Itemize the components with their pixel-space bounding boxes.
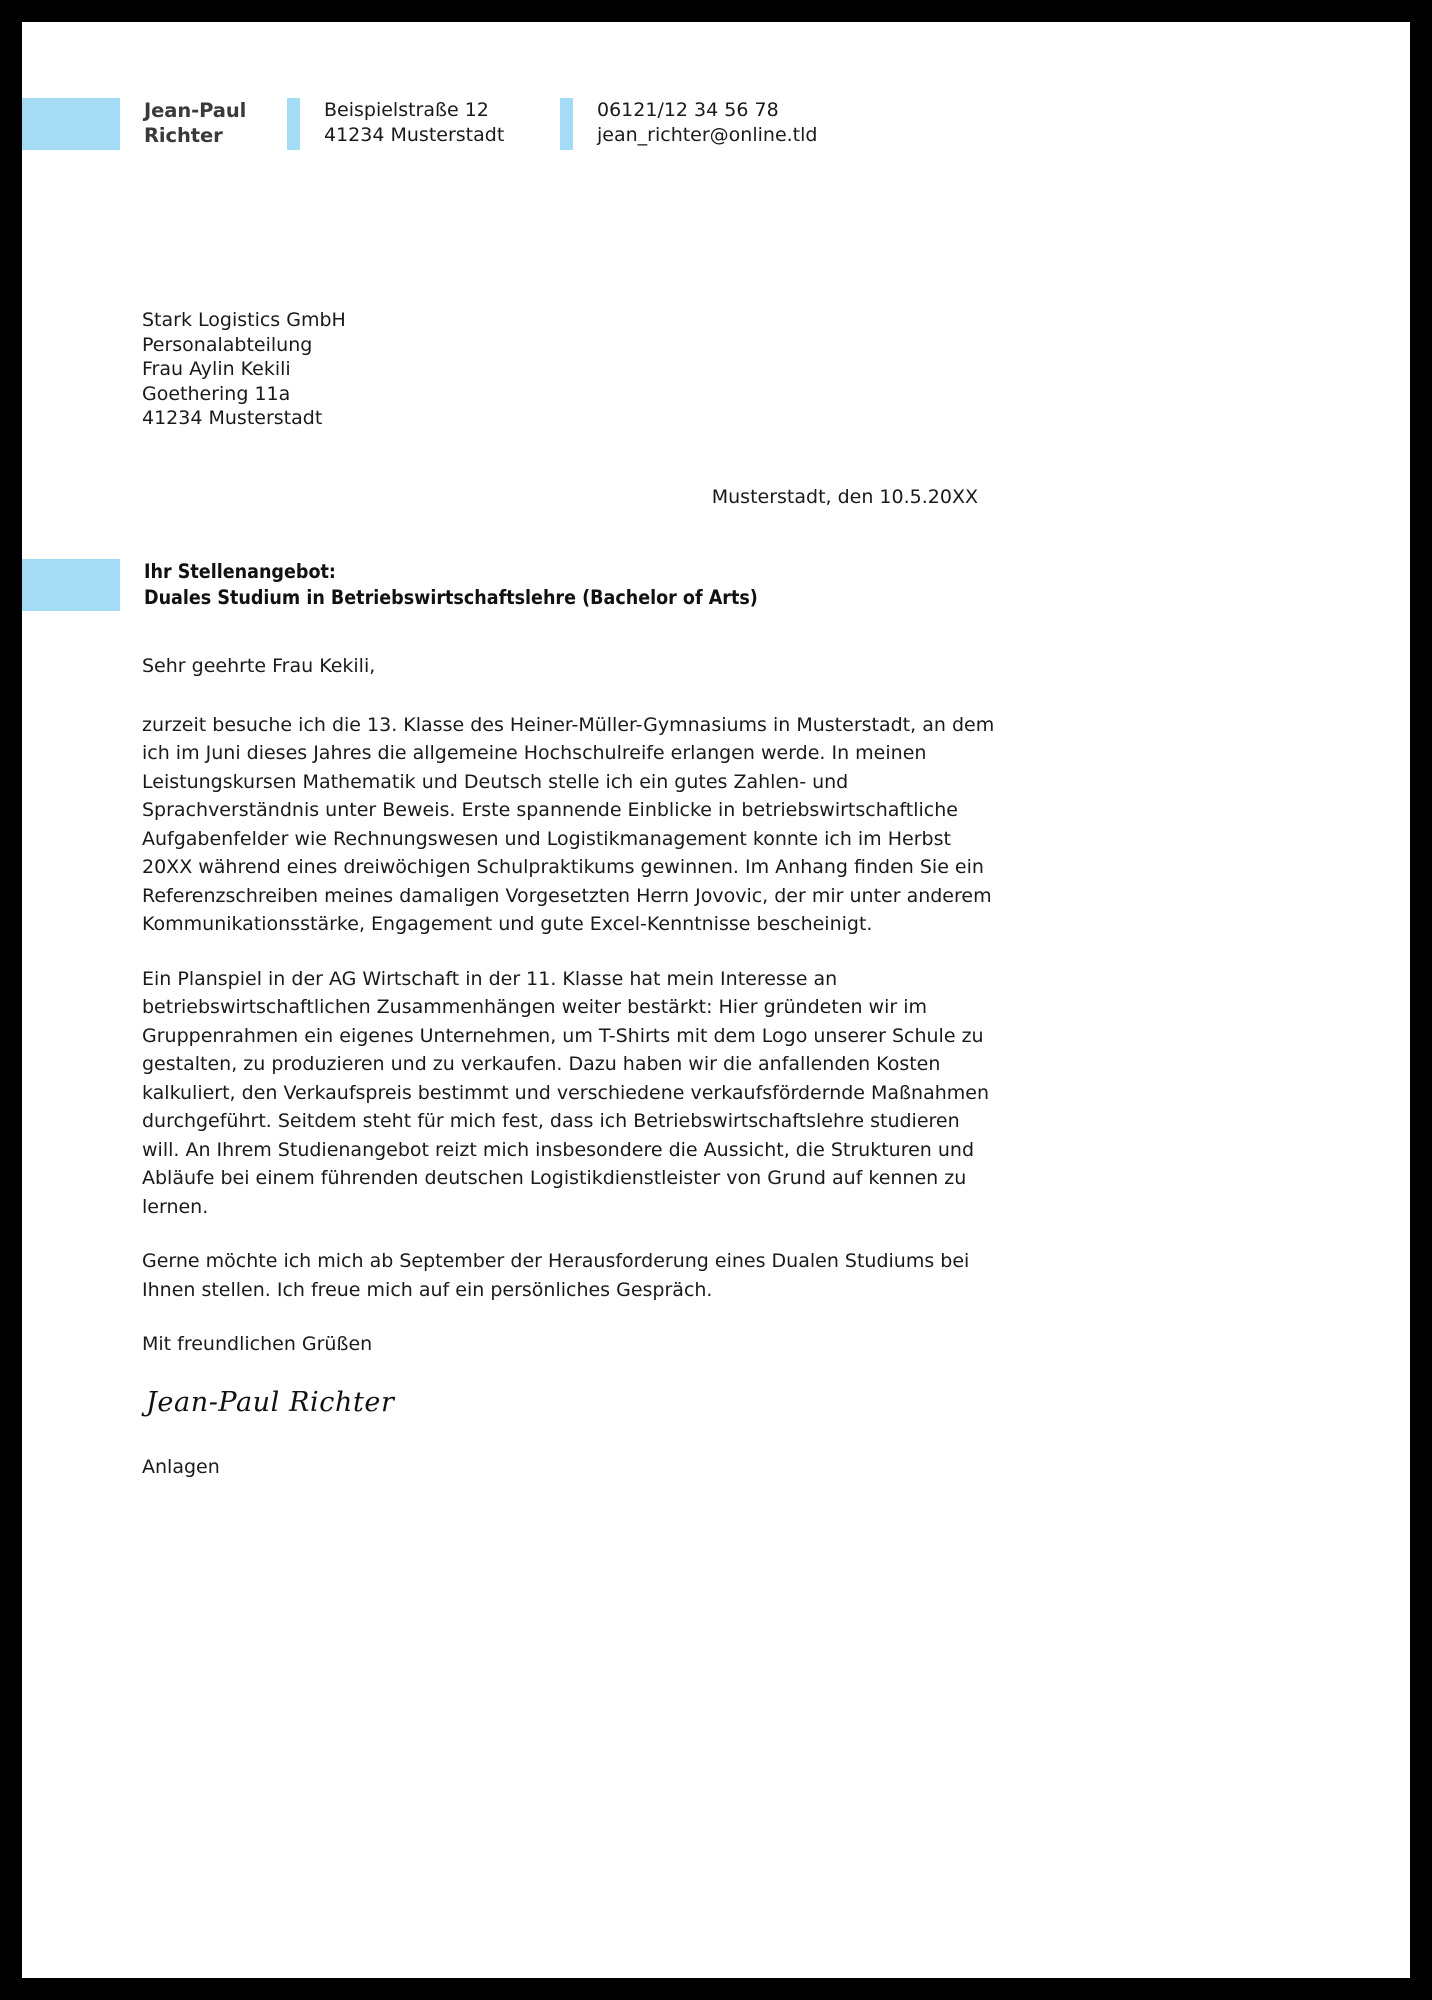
accent-bar-address — [287, 98, 300, 150]
letter-page — [22, 22, 1410, 1978]
body-paragraph-3: Gerne möchte ich mich ab September der Herausforderung eines Dualen Studiums bei Ihnen stellen. Ich freue mich auf ein persönliches Gespräch. — [142, 1250, 970, 1301]
sender-phone: 06121/12 34 56 78 — [597, 99, 779, 121]
sender-street: Beispielstraße 12 — [324, 99, 489, 121]
accent-block-subject — [22, 559, 120, 611]
subject-block — [22, 559, 1022, 611]
sender-name-first: Jean-Paul — [144, 99, 247, 122]
accent-block-letterhead — [22, 98, 120, 150]
sender-name-last: Richter — [144, 124, 223, 147]
recipient-company: Stark Logistics GmbH — [142, 309, 346, 331]
sender-email: jean_richter@online.tld — [597, 124, 818, 146]
body-paragraph-2: Ein Planspiel in der AG Wirtschaft in der 11. Klasse hat mein Interesse an betriebswirtschaftlichen Zusammenhängen weiter bestärkt: Hier gründeten wir im Gruppenrahmen ein eigenes Unternehmen, um T-Shirts mit dem Logo unserer Schule zu gestalten, zu produzieren und zu verkaufen. Dazu haben wir die anfallenden Kosten kalkuliert, den Verkaufspreis bestimmt und verschiedene verkaufsfördernde Maßnahmen durchgeführt. Seitdem steht für mich fest, dass ich Betriebswirtschaftslehre studieren will. An Ihrem Studienangebot reizt mich insbesondere die Aussicht, die Strukturen und Abläufe bei einem führenden deutschen Logistikdienstleister von Grund auf kennen zu lernen. — [142, 967, 989, 1218]
spacer — [120, 559, 144, 611]
recipient-person: Frau Aylin Kekili — [142, 358, 291, 380]
salutation: Sehr geehrte Frau Kekili, — [142, 655, 376, 677]
subject-line-2: Duales Studium in Betriebswirtschaftslehre (Bachelor of Arts) — [144, 586, 758, 609]
sender-name — [144, 98, 287, 150]
sender-contact — [597, 98, 817, 150]
closing-salutation: Mit freundlichen Grüßen — [142, 1333, 373, 1355]
sender-address — [324, 98, 560, 150]
signature: Jean-Paul Richter — [146, 1386, 395, 1418]
recipient-department: Personalabteilung — [142, 333, 313, 356]
body-paragraph-1: zurzeit besuche ich die 13. Klasse des Heiner-Müller-Gymnasiums in Musterstadt, an dem ich im Juni dieses Jahres die allgemeine Hochschulreife erlangen werde. In meinen Leistungskursen Mathematik und Deutsch stelle ich ein gutes Zahlen- und Sprachverständnis unter Beweis. Erste spannende Einblicke in betriebswirtschaftliche Aufgabenfelder wie Rechnungswesen und Logistikmanagement konnte ich im Herbst 20XX während eines dreiwöchigen Schulpraktikums gewinnen. Im Anhang finden Sie ein Referenzschreiben meines damaligen Vorgesetzten Herrn Jovovic, der mir unter anderem Kommunikationsstärke, Engagement und gute Excel-Kenntnisse bescheinigt. — [142, 713, 995, 935]
attachments-label: Anlagen — [142, 1455, 220, 1478]
spacer — [120, 98, 144, 150]
sender-city: 41234 Musterstadt — [324, 124, 505, 146]
spacer — [300, 98, 324, 150]
letter-body — [142, 652, 1002, 1481]
recipient-street: Goethering 11a — [142, 382, 291, 405]
spacer — [573, 98, 597, 150]
accent-bar-contact — [560, 98, 573, 150]
subject-line-1: Ihr Stellenangebot: — [144, 560, 336, 583]
letterhead — [22, 98, 1022, 150]
recipient-address-block — [142, 308, 346, 431]
date-line: Musterstadt, den 10.5.20XX — [711, 486, 978, 508]
subject-text — [144, 559, 1022, 611]
recipient-city: 41234 Musterstadt — [142, 407, 323, 429]
